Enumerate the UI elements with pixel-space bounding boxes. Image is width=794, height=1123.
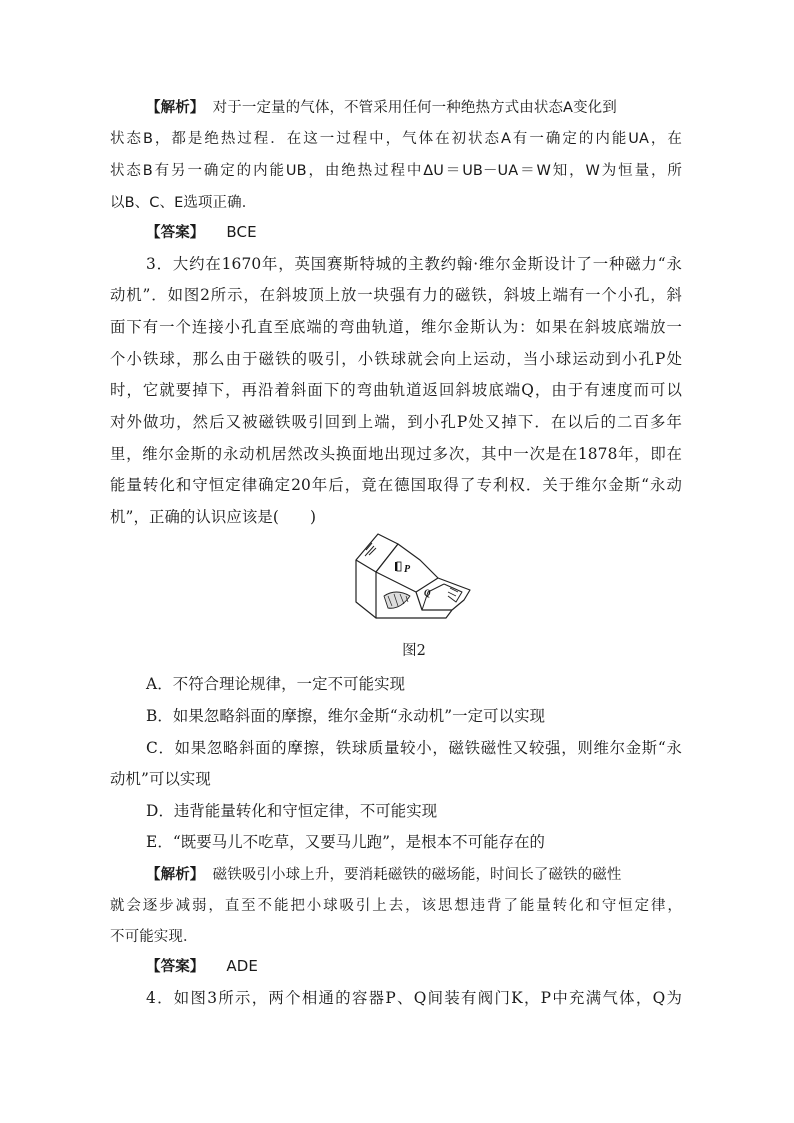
magnet-perpetual-motion-figure (352, 530, 474, 628)
q3-option-a: A．不符合理论规律，一定不可能实现 (146, 675, 406, 693)
q3-analysis-line-2: 就会逐步减弱，直至不能把小球吸引上去，该思想违背了能量转化和守恒定律， (110, 898, 682, 914)
q3-analysis-line-1: 【解析】 磁铁吸引小球上升，要消耗磁铁的磁场能，时间长了磁铁的磁性 (146, 867, 622, 883)
q2-answer (146, 222, 682, 243)
figure-caption: 图2 (402, 643, 426, 659)
q3-option-b: B．如果忽略斜面的摩擦，维尔金斯“永动机”一定可以实现 (146, 707, 546, 725)
q2-analysis-line-4: 以B、C、E选项正确． (110, 195, 257, 211)
q3-line-7: 里，维尔金斯的永动机居然改头换面地出现过多次，其中一次是在1878年，即在 (110, 445, 682, 463)
q3-line-3: 面下有一个连接小孔直至底端的弯曲轨道，维尔金斯认为：如果在斜坡底端放一 (110, 318, 682, 336)
q3-line-2: 动机”．如图2所示，在斜坡顶上放一块强有力的磁铁，斜坡上端有一个小孔，斜 (110, 286, 682, 304)
analysis-tag: 【解析】 (146, 100, 198, 116)
q3-line-6: 对外做功，然后又被磁铁吸引回到上端，到小孔P处又掉下．在以后的二百多年 (110, 413, 682, 431)
q2-analysis-line-1: 【解析】 对于一定量的气体，不管采用任何一种绝热方式由状态A变化到 (146, 100, 617, 116)
q3-line-9: 机”，正确的认识应该是( ) (110, 508, 317, 526)
q3-option-c-cont: 动机”可以实现 (110, 770, 211, 788)
q3-line-5: 时，它就要掉下，再沿着斜面下的弯曲轨道返回斜坡底端Q，由于有速度而可以 (110, 381, 682, 399)
figure-label-p: P (404, 564, 411, 575)
q3-option-c: C．如果忽略斜面的摩擦，铁球质量较小，磁铁磁性又较强，则维尔金斯“永 (146, 739, 682, 757)
q4-line-1: 4．如图3所示，两个相通的容器P、Q间装有阀门K，P中充满气体，Q为 (146, 989, 682, 1007)
answer-value: ADE (226, 957, 258, 975)
q3-option-e: E．“既要马儿不吃草，又要马儿跑”，是根本不可能存在的 (146, 833, 546, 851)
figure-label-q: Q (424, 588, 431, 598)
answer-tag: 【答案】 (146, 225, 205, 241)
answer-tag: 【答案】 (146, 959, 205, 975)
q3-analysis-line-3: 不可能实现． (110, 929, 198, 945)
answer-value: BCE (226, 223, 257, 241)
q3-option-d: D．违背能量转化和守恒定律，不可能实现 (146, 802, 438, 820)
analysis-tag: 【解析】 (146, 867, 198, 883)
q3-answer (146, 956, 682, 977)
q3-line-8: 能量转化和守恒定律确定20年后，竟在德国取得了专利权．关于维尔金斯“永动 (110, 476, 682, 494)
q3-line-4: 个小铁球，那么由于磁铁的吸引，小铁球就会向上运动，当小球运动到小孔P处 (110, 350, 682, 368)
q2-analysis-line-2: 状态B，都是绝热过程．在这一过程中，气体在初状态A有一确定的内能UA，在 (110, 131, 682, 147)
q3-line-1: 3．大约在1670年，英国赛斯特城的主教约翰·维尔金斯设计了一种磁力“永 (146, 255, 682, 273)
q2-analysis-line-3: 状态B有另一确定的内能UB，由绝热过程中ΔU＝UB－UA＝W知，W为恒量，所 (110, 163, 682, 179)
